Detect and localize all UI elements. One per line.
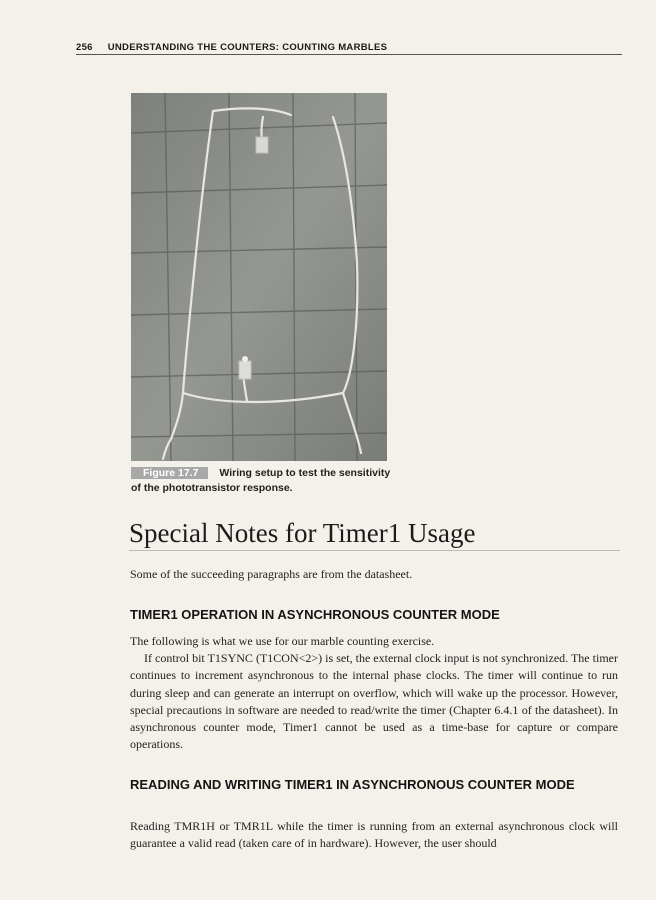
figure-caption bbox=[131, 466, 393, 496]
paragraph: If control bit T1SYNC (T1CON<2>) is set, the external clock input is not synchronized. The timer continues to increment asynchronous to the internal phase clocks. The timer will continue to run during sleep and can generate an interrupt on overflow, which will wake up the processor. However, special precautions in software are needed to read/write the timer (Chapter 6.4.1 of the datasheet). In asynchronous counter mode, Timer1 cannot be used as a time-base for capture or compare operations. bbox=[130, 651, 618, 752]
bleed-through-decoration bbox=[430, 96, 442, 209]
section-title: Special Notes for Timer1 Usage bbox=[129, 518, 476, 548]
paragraph: Reading TMR1H or TMR1L while the timer is running from an external asynchronous clock will guarantee a valid read (taken care of in hardware). However, the user should bbox=[130, 819, 618, 851]
header-rule bbox=[76, 54, 622, 55]
section-rule bbox=[129, 550, 620, 551]
running-title: UNDERSTANDING THE COUNTERS: COUNTING MARBLES bbox=[107, 42, 388, 53]
paragraph: The following is what we use for our marble counting exercise. bbox=[130, 634, 435, 648]
subsection-heading: TIMER1 OPERATION IN ASYNCHRONOUS COUNTER MODE bbox=[130, 607, 500, 622]
running-header bbox=[76, 42, 620, 53]
wiring-photo-image bbox=[131, 93, 387, 461]
page-number: 256 bbox=[76, 42, 93, 53]
figure-label: Figure 17.7 bbox=[131, 467, 208, 479]
figure-photo bbox=[131, 93, 387, 461]
figure-caption-text: Wiring setup to test the sensitivity of the phototransistor response. bbox=[131, 467, 391, 494]
section-intro: Some of the succeeding paragraphs are from the datasheet. bbox=[130, 567, 413, 581]
subsection-heading: READING AND WRITING TIMER1 IN ASYNCHRONOUS COUNTER MODE bbox=[130, 777, 575, 792]
